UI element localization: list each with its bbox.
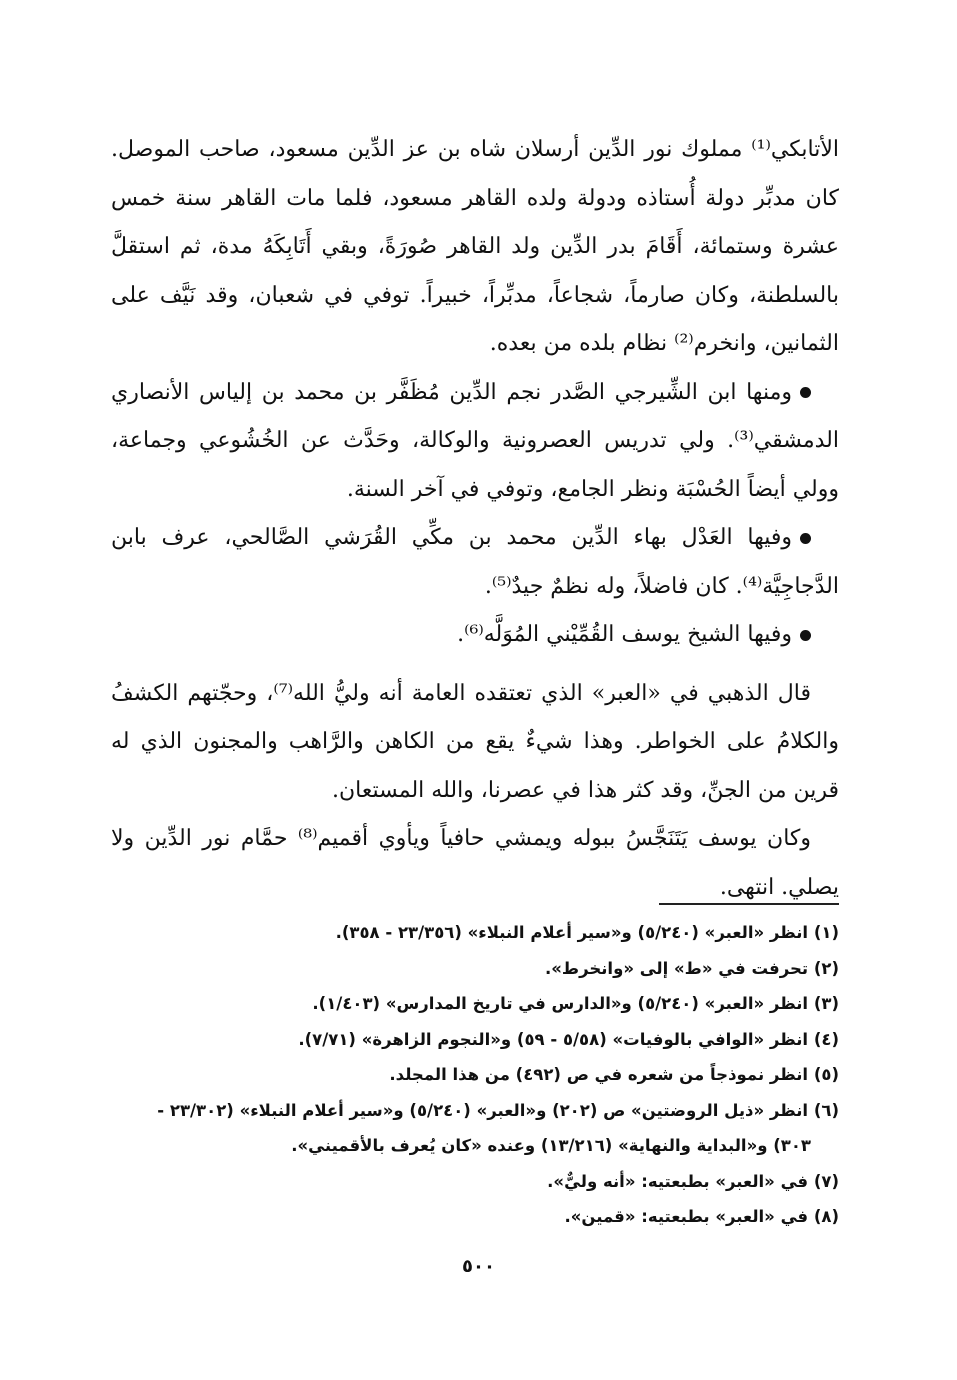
footnote-continuation: ٣٠٣) و«البداية والنهاية» (١٣/٢١٦) وعنده «كان يُعرف بالأقميني». — [291, 1136, 811, 1155]
paragraph: قال الذهبي في «العبر» الذي تعتقده العامة أنه وليُّ الله⁽⁷⁾، وحجّتهم الكشفُ والكلامُ على الخواطر. وهذا شيءٌ يقع من الكاهن والرَّاهب والمجنون الذي له قرين من الجنِّ، وقد كثر هذا في عصرنا، والله المستعان. — [111, 680, 839, 803]
bullet-icon — [800, 533, 811, 544]
paragraph: وكان يوسف يَتَنَجَّسُ ببوله ويمشي حافياً ويأوي أقميم⁽⁸⁾ حمَّام نور الدِّين ولا يصلي. انتهى. — [111, 826, 839, 900]
footnote: (٦) انظر «ذيل الروضتين» ص (٢٠٢) و«العبر» (٥/٢٤٠) و«سير أعلام النبلاء» (٢٣/٣٠٢ - — [157, 1100, 839, 1120]
paragraph-text: وفيها الشيخ يوسف القُمِّيْني المُوَلَّه⁽⁶⁾. — [457, 622, 792, 647]
paragraph-text: وفيها العَدْل بهاء الدِّين محمد بن مكِّي القُرَشي الصَّالحي، عرف بابن الدَّجاجِيَّة⁽⁴⁾. كان فاضلاً، وله نظمٌ جيدٌ⁽⁵⁾. — [111, 525, 839, 599]
bullet-icon — [800, 387, 811, 398]
footnote: (٧) في «العبر» بطبعتيه: «أنه وليٌّ». — [547, 1171, 839, 1191]
footnote-separator — [659, 903, 839, 905]
footnote: (٢) تحرفت في «ط» إلى «وانخرط». — [545, 958, 839, 978]
footnote: (٣) انظر «العبر» (٥/٢٤٠) و«الدارس في تاريخ المدارس» (١/٤٠٣). — [312, 994, 839, 1013]
paragraph-entry — [111, 514, 839, 611]
footnote: (١) انظر «العبر» (٥/٢٤٠) و«سير أعلام النبلاء» (٢٣/٣٥٦ - ٣٥٨). — [335, 923, 839, 942]
paragraph-text: ومنها ابن الشِّيرجي الصَّدر نجم الدِّين مُظَفَّر بن محمد بن إلياس الأنصاري الدمشقي⁽³⁾. ولي تدريس العصرونية والوكالة، وحَدَّث عن الخُشُوعي وجماعة، وولي أيضاً الحُسْبَة ونظر الجامع، وتوفي في آخر السنة. — [111, 379, 839, 502]
footnote: (٨) في «العبر» بطبعتيه: «قمين». — [564, 1207, 839, 1226]
main-text — [111, 126, 839, 912]
footnote: (٤) انظر «الوافي بالوفيات» (٥/٥٨ - ٥٩) و«النجوم الزاهرة» (٧/٧١). — [298, 1029, 839, 1049]
footnotes — [111, 915, 839, 1235]
paragraph-entry — [111, 611, 839, 660]
bullet-icon — [800, 630, 811, 641]
paragraph: الأتابكي⁽¹⁾ مملوك نور الدِّين أرسلان شاه بن عز الدِّين مسعود، صاحب الموصل. كان مدبِّر دولة أُستاذه ودولة ولده القاهر مسعود، فلما مات القاهر سنة خمس عشرة وستمائة، أَقَامَ بدر الدِّين ولد القاهر صُورَةً، وبقي أَتَابِكَهُ مدة، ثم استقلَّ بالسلطنة، وكان صارماً، شجاعاً، مدبِّراً، خبيراً. توفي في شعبان، وقد نَيَّف على الثمانين، وانخرم⁽²⁾ نظام بلده من بعده. — [111, 137, 839, 356]
page-number: ٥٠٠ — [462, 1256, 495, 1277]
paragraph-entry — [111, 369, 839, 515]
footnote: (٥) انظر نموذجاً من شعره في ص (٤٩٢) من هذا المجلد. — [389, 1065, 839, 1084]
